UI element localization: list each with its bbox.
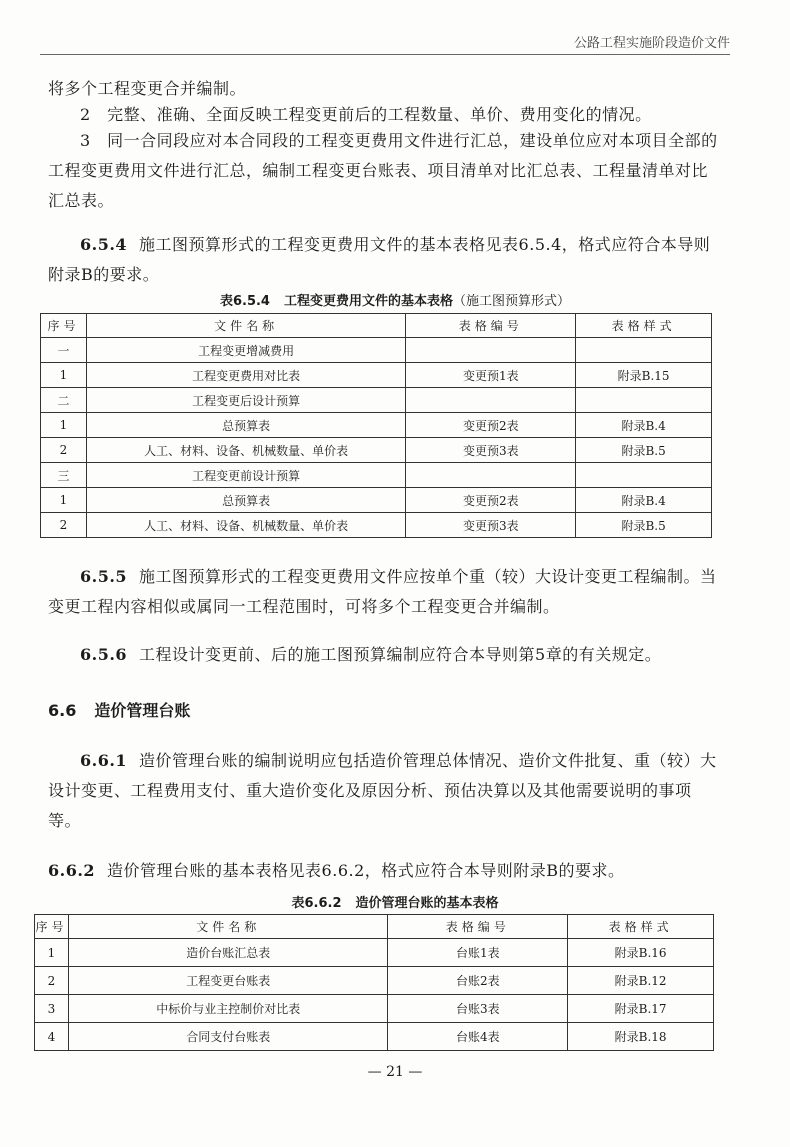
column-header: 表格样式 <box>568 915 714 939</box>
clause-6-5-6 <box>48 640 718 670</box>
table-row <box>41 513 712 538</box>
clause-number: 6.6.1 <box>80 751 128 770</box>
table-cell: 工程变更增减费用 <box>86 338 405 363</box>
table-row <box>41 388 712 413</box>
table-cell: 台账1表 <box>388 939 568 967</box>
table-cell <box>576 388 712 413</box>
table-6-5-4-caption <box>0 290 790 309</box>
table-6-5-4 <box>40 313 712 538</box>
header-title: 公路工程实施阶段造价文件 <box>573 36 730 51</box>
table-cell <box>406 388 576 413</box>
table-cell: 中标价与业主控制价对比表 <box>68 995 387 1023</box>
table-cell: 附录B.12 <box>568 967 714 995</box>
table-cell: 造价台账汇总表 <box>68 939 387 967</box>
running-header <box>40 28 730 55</box>
column-header: 序号 <box>41 314 87 338</box>
table-cell: 附录B.4 <box>576 413 712 438</box>
table-cell: 变更预3表 <box>406 513 576 538</box>
table-cell: 2 <box>41 513 87 538</box>
table-cell: 1 <box>35 939 69 967</box>
clause-text: 造价管理台账的基本表格见表6.6.2，格式应符合本导则附录B的要求。 <box>107 861 625 880</box>
table-header-row <box>35 915 714 939</box>
table-header-row <box>41 314 712 338</box>
column-header: 序号 <box>35 915 69 939</box>
table-cell: 台账4表 <box>388 1023 568 1051</box>
table-cell: 2 <box>41 438 87 463</box>
caption-number: 表6.5.4 <box>219 294 270 309</box>
table-cell <box>406 463 576 488</box>
table-cell: 总预算表 <box>86 488 405 513</box>
table-cell: 三 <box>41 463 87 488</box>
table-cell: 附录B.17 <box>568 995 714 1023</box>
table-cell: 变更预3表 <box>406 438 576 463</box>
table-cell: 附录B.5 <box>576 513 712 538</box>
table-row <box>35 967 714 995</box>
table-cell: 1 <box>41 413 87 438</box>
caption-title: 造价管理台账的基本表格 <box>355 896 499 911</box>
table-cell: 台账3表 <box>388 995 568 1023</box>
table-cell: 2 <box>35 967 69 995</box>
clause-6-6-1 <box>48 746 718 836</box>
caption-subtitle: （施工图预算形式） <box>453 294 571 309</box>
table-cell: 3 <box>35 995 69 1023</box>
table-cell <box>576 463 712 488</box>
table-cell: 工程变更台账表 <box>68 967 387 995</box>
clause-number: 6.5.5 <box>80 567 128 586</box>
column-header: 表格样式 <box>576 314 712 338</box>
paragraph-continuation: 将多个工程变更合并编制。 <box>48 79 247 98</box>
clause-text: 施工图预算形式的工程变更费用文件的基本表格见表6.5.4，格式应符合本导则附录B的要求。 <box>48 235 711 284</box>
table-cell: 一 <box>41 338 87 363</box>
table-row <box>41 438 712 463</box>
table-row <box>35 995 714 1023</box>
table-cell: 合同支付台账表 <box>68 1023 387 1051</box>
section-title: 造价管理台账 <box>94 701 191 720</box>
list-item-2: 2 完整、准确、全面反映工程变更前后的工程数量、单价、费用变化的情况。 <box>80 105 652 124</box>
section-number: 6.6 <box>48 701 77 720</box>
clause-number: 6.5.6 <box>80 645 128 664</box>
table-row <box>41 413 712 438</box>
table-cell <box>406 338 576 363</box>
table-cell: 附录B.18 <box>568 1023 714 1051</box>
table-cell: 变更预2表 <box>406 413 576 438</box>
list-item-3: 3 同一合同段应对本合同段的工程变更费用文件进行汇总，建设单位应对本项目全部的工程变更费用文件进行汇总，编制工程变更台账表、项目清单对比汇总表、工程量清单对比汇总表。 <box>48 131 718 210</box>
table-cell: 变更预2表 <box>406 488 576 513</box>
table-cell: 附录B.16 <box>568 939 714 967</box>
clause-number: 6.5.4 <box>80 235 128 254</box>
table-cell: 总预算表 <box>86 413 405 438</box>
table-6-6-2 <box>34 914 714 1051</box>
table-cell: 工程变更费用对比表 <box>86 363 405 388</box>
table-row <box>41 463 712 488</box>
table-cell: 附录B.5 <box>576 438 712 463</box>
column-header: 表格编号 <box>406 314 576 338</box>
table-row <box>41 338 712 363</box>
table-cell: 附录B.4 <box>576 488 712 513</box>
column-header: 文件名称 <box>68 915 387 939</box>
table-cell: 人工、材料、设备、机械数量、单价表 <box>86 513 405 538</box>
table-cell: 变更预1表 <box>406 363 576 388</box>
table-cell: 4 <box>35 1023 69 1051</box>
clause-text: 施工图预算形式的工程变更费用文件应按单个重（较）大设计变更工程编制。当变更工程内容相似或属同一工程范围时，可将多个工程变更合并编制。 <box>48 567 717 616</box>
clause-6-5-5 <box>48 562 718 622</box>
table-row <box>41 363 712 388</box>
table-cell: 1 <box>41 363 87 388</box>
table-row <box>41 488 712 513</box>
table-cell: 附录B.15 <box>576 363 712 388</box>
clause-text: 造价管理台账的编制说明应包括造价管理总体情况、造价文件批复、重（较）大设计变更、工程费用支付、重大造价变化及原因分析、预估决算以及其他需要说明的事项等。 <box>48 751 717 830</box>
page-number: — 21 — <box>367 1064 423 1080</box>
clause-6-5-4 <box>48 230 718 290</box>
table-cell: 工程变更前设计预算 <box>86 463 405 488</box>
clause-number: 6.6.2 <box>48 861 96 880</box>
clause-text: 工程设计变更前、后的施工图预算编制应符合本导则第5章的有关规定。 <box>139 645 662 664</box>
table-row <box>35 939 714 967</box>
table-cell: 台账2表 <box>388 967 568 995</box>
table-cell: 工程变更后设计预算 <box>86 388 405 413</box>
caption-number: 表6.6.2 <box>291 896 342 911</box>
caption-title: 工程变更费用文件的基本表格 <box>283 294 453 309</box>
table-cell <box>576 338 712 363</box>
table-cell: 1 <box>41 488 87 513</box>
table-row <box>35 1023 714 1051</box>
table-cell: 人工、材料、设备、机械数量、单价表 <box>86 438 405 463</box>
table-cell: 二 <box>41 388 87 413</box>
table-6-6-2-caption <box>0 892 790 911</box>
column-header: 表格编号 <box>388 915 568 939</box>
column-header: 文件名称 <box>86 314 405 338</box>
section-heading-6-6 <box>48 698 190 721</box>
clause-6-6-2 <box>48 856 718 886</box>
